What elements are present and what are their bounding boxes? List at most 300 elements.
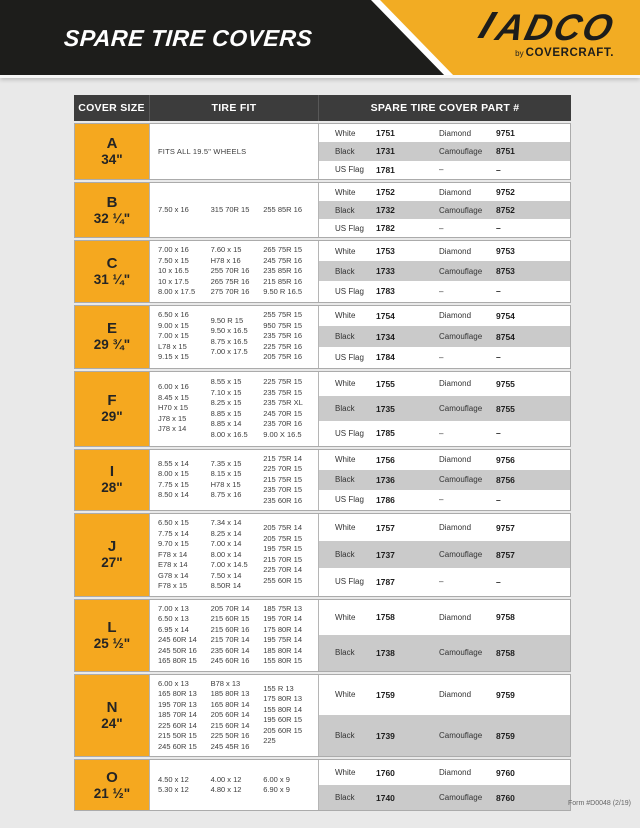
part-row-us-flag [319,568,570,595]
tire-fit-value: 245 75R 16 [263,255,303,265]
tire-fit-cell [150,450,319,511]
part-number: 1736 [376,474,395,485]
part-row-black [319,470,570,490]
part-pattern-label: Diamond [439,128,472,138]
tire-fit-value: J78 x 14 [158,424,187,434]
spec-table [74,95,571,811]
part-numbers-cell [319,183,570,237]
cover-size-letter: O [106,768,118,786]
part-color-label: US Flag [335,495,364,505]
part-row-white [319,450,570,470]
tire-fit-value: 205 70R 14 [210,603,250,613]
cover-size-cell [75,760,150,810]
part-pattern-label: Diamond [439,690,472,700]
tire-fit-value: 10 x 17.5 [158,276,189,286]
part-pattern-label: Camouflage [439,404,483,413]
part-pattern-label: Diamond [439,612,472,622]
tire-fit-value: 7.50 x 16 [158,204,189,214]
tire-fit-value: 235 75R XL [263,398,303,407]
tire-fit-value: 255 70R 16 [210,266,250,275]
part-pattern-number: 8753 [496,266,515,277]
tire-fit-value: 205 75R 16 [263,352,303,362]
tire-fit-value: 155 R 13 [263,683,294,693]
tire-fit-value: 7.35 x 15 [210,458,242,468]
tire-fit-column [263,775,316,796]
tire-fit-column [158,775,211,796]
part-pattern-label: – [439,428,444,438]
part-pattern-number: 9751 [496,128,515,139]
part-pattern-number: 9755 [496,378,515,389]
tire-fit-value: 245 50R 16 [158,645,197,655]
tire-fit-value: 215 85R 16 [263,276,303,286]
adco-logo-text: ADCO [492,7,620,48]
part-pattern-label: Camouflage [439,793,483,802]
tire-fit-column [211,316,264,358]
cover-size-diameter: 28" [101,480,123,496]
cover-size-cell [75,241,150,302]
tire-fit-value: 185 80R 13 [210,689,250,698]
cover-size-letter: N [106,698,118,716]
tire-fit-value: 155 80R 14 [263,704,303,714]
tire-fit-value: 8.50R 14 [210,581,242,590]
tire-fit-value: 8.00 x 15 [158,469,189,479]
tire-fit-value: 9.00 X 16.5 [263,429,302,439]
tire-fit-value: 8.15 x 15 [210,469,242,479]
tire-fit-column [158,604,211,667]
cover-group-F [74,371,571,447]
part-number: 1783 [376,286,395,297]
part-color-label: White [335,379,356,389]
tire-fit-value: 235 85R 16 [263,266,303,275]
tire-fit-cell [150,183,319,237]
part-pattern-number: – [496,494,501,505]
part-pattern-number: 9760 [496,767,515,778]
tire-fit-value: 275 70R 16 [210,287,250,296]
tire-fit-cell [150,760,319,810]
part-number: 1760 [376,767,395,778]
part-number: 1731 [376,146,395,157]
tire-fit-value: 7.00 x 16 [158,245,189,254]
tire-fit-column [211,679,264,753]
page-banner [0,0,640,78]
cover-size-diameter: 27" [101,555,123,571]
tire-fit-value: F78 x 14 [158,549,188,559]
tire-fit-value: 265 75R 15 [263,245,303,254]
part-pattern-label: Diamond [439,246,472,256]
cover-size-cell [75,675,150,757]
part-number: 1754 [376,310,395,321]
part-pattern-number: 8752 [496,205,515,215]
tire-fit-value: 7.75 x 15 [158,479,189,489]
tire-fit-value: 255 75R 15 [263,310,303,320]
tire-fit-value: E78 x 14 [158,560,188,569]
tire-fit-value: 8.00 x 14 [210,549,242,559]
tire-fit-value: 215 70R 15 [263,554,303,564]
part-color-label: Black [335,266,355,276]
part-number: 1751 [376,128,395,139]
part-number: 1752 [376,187,395,197]
cover-size-diameter: 29" [101,409,123,424]
part-pattern-label: Camouflage [439,146,483,156]
cover-group-B [74,182,571,238]
part-pattern-number: 9754 [496,310,515,321]
tire-fit-value: 7.00 x 15 [158,331,189,341]
tire-fit-column [263,245,316,298]
table-body [74,123,571,811]
part-color-label: White [335,612,356,622]
cover-size-diameter: 24" [101,715,123,731]
part-color-label: Black [335,793,355,802]
tire-fit-value: 245 60R 16 [210,656,250,665]
tire-fit-value: 215 70R 14 [210,635,250,644]
part-pattern-number: 9756 [496,454,515,465]
part-color-label: White [335,311,356,321]
part-pattern-number: 8756 [496,474,515,485]
tire-fit-value: 225 50R 16 [210,731,250,740]
cover-size-diameter: 31 ¼" [93,271,131,287]
part-number: 1738 [376,647,395,658]
cover-group-N [74,674,571,758]
cover-group-O [74,759,571,811]
part-pattern-number: 8758 [496,647,515,658]
part-pattern-label: – [439,223,444,233]
part-color-label: White [335,455,356,465]
part-row-black [319,326,570,347]
part-pattern-number: 9759 [496,689,515,700]
tire-fit-value: 7.00 x 17.5 [210,347,248,356]
part-pattern-number: 8755 [496,403,515,414]
tire-fit-value: 7.34 x 14 [210,518,242,527]
cover-size-diameter: 25 ½" [93,635,131,651]
part-color-label: US Flag [335,286,364,296]
tire-fit-value: 235 60R 16 [263,495,303,505]
cover-size-diameter: 21 ½" [93,785,131,801]
tire-fit-value: 255 60R 15 [263,575,303,585]
tire-fit-column [158,310,211,363]
tire-fit-cell [150,306,319,368]
part-row-us-flag [319,347,570,368]
tire-fit-value: 235 60R 14 [210,645,250,655]
part-numbers-cell [319,514,570,596]
tire-fit-column [263,454,316,507]
tire-fit-value: 4.50 x 12 [158,774,189,784]
part-color-label: Black [335,332,355,341]
part-pattern-label: Diamond [439,455,472,465]
table-header-row [74,95,571,121]
tire-fit-value: 215 50R 15 [158,731,197,740]
tire-fit-value: 215 60R 14 [210,720,250,730]
cover-size-diameter: 34" [101,152,123,167]
tire-fit-value: F78 x 15 [158,581,188,590]
column-header-cover-size: COVER SIZE [74,95,150,121]
part-numbers-cell [319,760,570,810]
part-color-label: Black [335,404,355,413]
tire-fit-value: 7.50 x 15 [158,255,189,265]
part-pattern-label: – [439,577,444,587]
tire-fit-value: 195 75R 15 [263,544,303,554]
part-color-label: White [335,246,356,256]
cover-size-letter: A [106,135,118,152]
brand-logo [484,7,620,59]
tire-fit-value: 7.00 x 13 [158,603,189,613]
part-row-black [319,715,570,756]
part-row-white [319,372,570,397]
tire-fit-column [211,377,264,440]
cover-size-cell [75,514,150,596]
tire-fit-value: 215 60R 16 [210,624,250,634]
tire-fit-value: 185 80R 14 [263,645,303,655]
tire-fit-value: 9.50 R 15 [210,315,244,325]
tire-fit-value: 235 70R 15 [263,485,303,494]
part-number: 1732 [376,205,395,215]
tire-fit-value: 6.50 x 13 [158,614,189,623]
covercraft-logo [484,47,614,59]
tire-fit-column [263,523,316,586]
part-pattern-number: 8759 [496,730,515,741]
part-pattern-label: Diamond [439,768,472,777]
part-color-label: US Flag [335,577,364,587]
tire-fit-cell [150,514,319,596]
tire-fit-value: 235 75R 16 [263,331,303,341]
tire-fit-value: 175 80R 13 [263,694,303,704]
brand-by-text: by [515,49,524,58]
part-number: 1733 [376,266,395,277]
part-number: 1756 [376,454,395,465]
part-color-label: Black [335,550,355,560]
part-color-label: Black [335,475,355,485]
part-number: 1755 [376,378,395,389]
part-color-label: White [335,187,356,197]
tire-fit-value: 7.50 x 14 [210,570,242,580]
part-pattern-number: – [496,352,501,363]
part-row-black [319,261,570,281]
tire-fit-column [263,377,316,440]
tire-fit-value: 8.55 x 14 [158,458,189,468]
part-pattern-number: 8757 [496,549,515,560]
covercraft-logo-text: COVERCRAFT. [525,47,614,59]
tire-fit-value: 9.50 R 16.5 [263,287,302,296]
tire-fit-column [263,310,316,363]
part-pattern-label: – [439,165,444,175]
part-pattern-label: – [439,352,444,362]
tire-fit-value: 6.00 x 13 [158,678,189,688]
part-row-white [319,514,570,541]
part-numbers-cell [319,124,570,179]
part-pattern-label: Camouflage [439,731,483,741]
part-pattern-number: 9753 [496,246,515,257]
tire-fit-column [211,205,264,216]
tire-fit-value: 6.00 x 16 [158,382,189,392]
part-number: 1787 [376,576,395,587]
tire-fit-value: H78 x 16 [210,255,241,265]
tire-fit-column [211,245,264,298]
tire-fit-value: 195 70R 14 [263,614,303,623]
tire-fit-value: 235 70R 16 [263,419,303,428]
part-color-label: US Flag [335,428,364,438]
part-row-white [319,183,570,201]
part-pattern-number: 9757 [496,522,515,533]
cover-group-I [74,449,571,512]
part-pattern-label: Camouflage [439,266,483,276]
cover-size-letter: C [106,254,118,272]
tire-fit-value: 8.55 x 15 [210,377,242,386]
tire-fit-value: 4.00 x 12 [210,774,242,784]
part-row-us-flag [319,490,570,510]
cover-group-A [74,123,571,180]
tire-fit-value: L78 x 15 [158,341,187,351]
tire-fit-value: H70 x 15 [158,403,189,413]
part-pattern-label: – [439,495,444,505]
tire-fit-value: 205 75R 14 [263,523,303,533]
part-row-us-flag [319,421,570,446]
tire-fit-value: 8.00 x 16.5 [210,429,248,439]
part-row-white [319,760,570,785]
part-row-black [319,785,570,810]
part-row-white [319,124,570,142]
tire-fit-cell [150,675,319,757]
tire-fit-value: 7.00 x 14 [210,539,242,548]
cover-size-cell [75,183,150,237]
tire-fit-value: 8.85 x 15 [210,408,242,418]
tire-fit-value: 205 75R 15 [263,533,303,543]
tire-fit-value: 7.10 x 15 [210,387,242,397]
cover-size-diameter: 32 ¼" [93,210,131,226]
cover-size-cell [75,450,150,511]
cover-size-letter: F [107,392,117,409]
tire-fit-cell [150,124,319,179]
part-row-us-flag [319,281,570,301]
tire-fit-column [158,205,211,216]
part-color-label: US Flag [335,352,364,362]
part-number: 1740 [376,792,395,803]
part-color-label: White [335,690,356,700]
part-number: 1735 [376,403,395,414]
adco-logo [480,7,620,48]
tire-fit-value: 6.90 x 9 [263,785,290,794]
tire-fit-value: B78 x 13 [210,678,241,688]
part-pattern-label: Camouflage [439,475,483,485]
tire-fit-value: 8.25 x 14 [210,528,242,538]
part-row-black [319,201,570,219]
part-number: 1784 [376,352,395,363]
tire-fit-cell [150,600,319,671]
tire-fit-value: 155 80R 15 [263,656,303,665]
tire-fit-value: 195 70R 13 [158,699,197,709]
tire-fit-value: 175 80R 14 [263,624,303,634]
part-color-label: White [335,128,356,138]
part-numbers-cell [319,450,570,511]
tire-fit-value: 8.00 x 17.5 [158,287,196,296]
tire-fit-value: H78 x 15 [210,479,241,489]
tire-fit-value: 7.75 x 14 [158,528,189,538]
cover-size-letter: L [107,618,117,636]
tire-fit-value: 7.00 x 14.5 [210,560,248,569]
tire-fit-value: 8.75 x 16.5 [210,336,248,346]
part-color-label: White [335,523,356,533]
part-number: 1737 [376,549,395,560]
tire-fit-note: FITS ALL 19.5" WHEELS [158,147,247,156]
tire-fit-column [158,382,211,435]
part-pattern-label: Diamond [439,379,472,389]
tire-fit-cell [150,372,319,446]
part-pattern-number: – [496,576,501,587]
cover-size-cell [75,600,150,671]
tire-fit-value: 225 [263,736,276,746]
cover-group-C [74,240,571,303]
part-color-label: Black [335,205,355,215]
tire-fit-value: 185 75R 13 [263,603,303,613]
tire-fit-value: 215 75R 15 [263,474,303,484]
tire-fit-value: 8.50 x 14 [158,490,189,500]
tire-fit-column [158,518,211,592]
part-color-label: White [335,768,356,777]
part-pattern-number: – [496,286,501,297]
tire-fit-column [263,684,316,747]
tire-fit-value: 265 75R 16 [210,276,250,286]
tire-fit-value: 6.50 x 15 [158,518,189,527]
part-pattern-number: 9758 [496,612,515,623]
tire-fit-column [211,518,264,592]
tire-fit-value: 255 85R 16 [263,204,303,214]
column-header-tire-fit: TIRE FIT [150,95,319,121]
form-number: Form #D0048 (2/19) [567,800,631,807]
tire-fit-value: 4.80 x 12 [210,785,242,794]
tire-fit-value: 5.30 x 12 [158,785,189,794]
tire-fit-value: J78 x 15 [158,413,187,423]
part-number: 1785 [376,428,395,439]
tire-fit-value: G78 x 14 [158,570,189,580]
part-row-white [319,675,570,716]
tire-fit-value: 245 60R 15 [158,741,197,751]
page-title: SPARE TIRE COVERS [63,25,314,51]
part-pattern-label: Camouflage [439,648,483,658]
tire-fit-value: 7.60 x 15 [210,245,242,254]
part-pattern-label: Camouflage [439,205,483,215]
part-pattern-label: Diamond [439,311,472,321]
part-row-white [319,241,570,261]
part-pattern-label: Camouflage [439,550,483,560]
part-pattern-number: – [496,428,501,439]
cover-group-L [74,599,571,672]
cover-size-cell [75,124,150,179]
part-numbers-cell [319,372,570,446]
tire-fit-column [263,205,316,216]
tire-fit-value: 225 75R 15 [263,377,303,386]
tire-fit-column [211,604,264,667]
part-pattern-number: 8754 [496,331,515,342]
tire-fit-column [158,245,211,298]
tire-fit-column [158,679,211,753]
cover-group-J [74,513,571,597]
part-row-us-flag [319,219,570,237]
part-pattern-number: 9752 [496,187,515,197]
tire-fit-value: 215 75R 14 [263,453,303,463]
cover-size-cell [75,306,150,368]
part-color-label: Black [335,648,355,658]
tire-fit-value: 165 80R 14 [210,699,250,709]
tire-fit-value: 8.85 x 14 [210,419,242,428]
part-pattern-number: 8760 [496,792,515,803]
cover-size-letter: I [109,463,115,481]
tire-fit-value: 8.75 x 16 [210,490,242,500]
tire-fit-value: 235 75R 15 [263,387,303,397]
part-number: 1753 [376,246,395,257]
tire-fit-value: 225 75R 16 [263,341,303,351]
tire-fit-value: 245 60R 14 [158,635,197,644]
part-row-white [319,306,570,327]
tire-fit-value: 8.25 x 15 [210,398,242,407]
tire-fit-value: 10 x 16.5 [158,266,189,275]
